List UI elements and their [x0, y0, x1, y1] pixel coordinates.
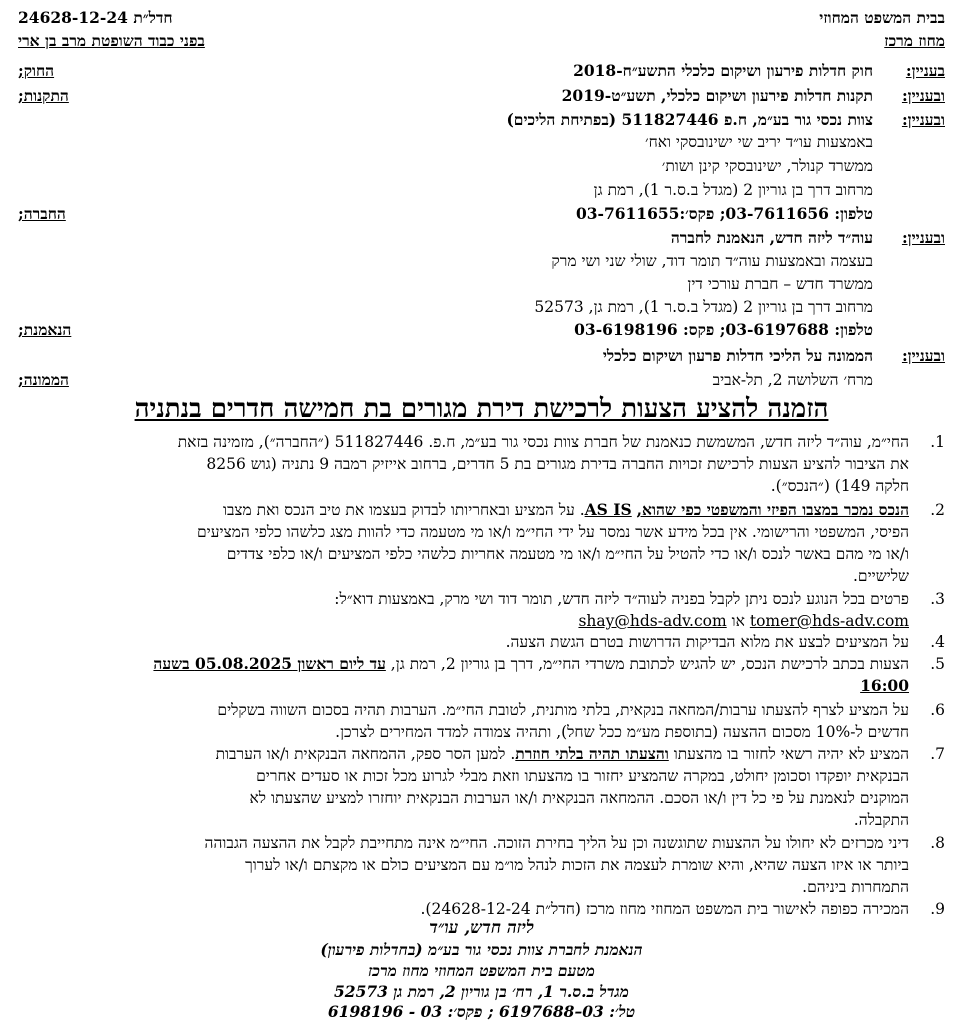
party-label: ובעניין:: [901, 228, 945, 247]
email-link-shay[interactable]: shay@hds-adv.com: [578, 612, 727, 630]
item-line: את הציבור להציע הצעות לרכישת זכויות החברה בדירת מגורים בת 5 חדרים, ברחוב אייזיק רמבה 9 נתניה (גוש 8256: [206, 455, 909, 473]
party-line: מרחוב דרך בן גוריון 2 (מגדל ב.ס.ר 1), רמת גן: [593, 181, 873, 199]
item-line: ביותר או איזו הצעה שהיא, והיא שומרת לעצמה את הזכות לנהל מו״מ עם המציעים כולם או מקצתם ו/או לערוך: [245, 856, 909, 874]
party-phone: טלפון: 03-7611656; פקס׳:03-7611655: [575, 204, 873, 223]
item-number: 5.: [930, 655, 945, 673]
party-line: מרחוב דרך בן גוריון 2 (מגדל ב.ס.ר 1), רמת גן, 52573: [534, 298, 873, 316]
party-role: החוק;: [18, 61, 55, 80]
court-name: בבית המשפט המחוזי: [819, 8, 945, 27]
item-number: 3.: [930, 590, 945, 608]
party-role: החברה;: [18, 204, 66, 223]
deadline-text: עד ליום ראשון 05.08.2025 בשעה: [153, 654, 386, 673]
item-line: ו/או מי מהם באשר לנכס ו/או כדי להטיל על החי״מ ו/או מי מטעמה אחריות כלשהי כלפי המציעים ו/או כלפי צדדים: [226, 545, 909, 563]
party-line: ממשרד קנולר, ישינובסקי קינן ושות׳: [661, 157, 873, 175]
item-line: התקבלה.: [853, 811, 909, 829]
item-line: התמחרות ביניהם.: [802, 878, 909, 896]
item-line: החי״מ, עוה״ד ליזה חדש, המשמשת כנאמנת של חברת צוות נכסי גור בע״מ, ח.פ. 511827446 (״החברה״), מזמינה בזאת: [177, 433, 909, 451]
item-line: הבנקאית יופקדו וסכומן יחולט, במקרה שהמציע יחזור בו מהצעתו וזאת מבלי לגרוע מכל זכות או סעדים אחרים: [256, 767, 909, 785]
party-text: תקנות חדלות פירעון ושיקום כלכלי, תשע״ט-2019: [561, 86, 873, 105]
item-lead: המציע לא יהיה רשאי לחזור בו מהצעתו: [673, 745, 909, 763]
party-text: חוק חדלות פירעון ושיקום כלכלי התשע״ח-2018: [573, 61, 873, 80]
item-lead: הצעות בכתב לרכישת הנכס, יש להגיש לכתובת משרדי החי״מ, דרך בן גוריון 2, רמת גן,: [390, 655, 909, 673]
item-lead-line: [223, 500, 909, 520]
signature-authority: מטעם בית המשפט המחוזי מחוז מרכז: [368, 961, 595, 980]
notice-title: הזמנה להציע הצעות לרכישת דירת מגורים בת חמישה חדרים בנתניה: [134, 394, 829, 424]
deadline-time: 16:00: [860, 676, 909, 695]
item-line: על המציע לצרף להצעתו ערבות/המחאה בנקאית, בלתי מותנית, לטובת החי״מ. הערבות תהיה בסכום השווה בשקלים: [217, 701, 909, 719]
item-line: דיני מכרזים לא יחולו על ההצעות שתוגשנה וכן על הליך בחירת הזוכה. החי״מ אינה מתחייבת לקבל את ההצעה הגבוהה: [204, 834, 909, 852]
irrevocable-clause: והצעתו תהיה בלתי חוזרת: [515, 744, 669, 763]
item-line: על המציעים לבצע את מלוא הבדיקות הדרושות בטרם הגשת הצעה.: [505, 633, 909, 651]
item-number: 6.: [930, 701, 945, 719]
party-role: הממונה;: [18, 370, 69, 389]
item-lead-rest: . למען הסר ספק, ההמחאה הבנקאית ו/או הערבות: [215, 745, 516, 763]
party-role: התקנות;: [18, 86, 69, 105]
item-lead-rest: . על המציע ובאחריותו לבדוק בעצמו את טיב הנכס ואת מצבו: [222, 501, 585, 519]
item-line: חלקה 149) (״הנכס״).: [770, 477, 909, 495]
item-line: פרטים בכל הנוגע לנכס ניתן לקבל בפניה לעוה״ד ליזה חדש, תומר דוד ושי מרק, באמצעות דוא״ל:: [334, 590, 909, 608]
item-number: 7.: [930, 745, 945, 763]
as-is-clause: הנכס נמכר במצבו הפיזי והמשפטי כפי שהוא,: [636, 500, 909, 519]
case-number: חדל״ת 24628-12-24: [18, 8, 173, 27]
item-number: 4.: [930, 633, 945, 651]
item-number: 2.: [930, 501, 945, 519]
party-role: הנאמנת;: [18, 320, 72, 339]
email-link-tomer[interactable]: tomer@hds-adv.com: [749, 612, 909, 630]
party-label: ובעניין:: [901, 346, 945, 365]
item-line: שלישיים.: [853, 567, 909, 585]
party-line: צוות נכסי גור בע״מ, ח.פ 511827446 (בפתיחת הליכים): [506, 110, 873, 129]
item-lead-line: [216, 744, 909, 764]
email-line: [578, 611, 909, 631]
court-district: מחוז מרכז: [884, 31, 945, 50]
signature-name: ליזה חדש, עו״ד: [429, 918, 534, 938]
party-line: באמצעות עו״ד יריב שי ישינובסקי ואח׳: [644, 133, 873, 151]
signature-address: מגדל ב.ס.ר 1, רח׳ בן גוריון 2, רמת גן 52573: [334, 982, 629, 1001]
email-or: או: [731, 612, 745, 630]
party-label: בעניין:: [905, 61, 945, 80]
judge-name: בפני כבוד השופטת מרב בן ארי: [18, 31, 205, 50]
party-line: בעצמה ובאמצעות עוה״ד תומר דוד, שולי שני ושי מרק: [551, 252, 873, 270]
as-is-term: AS IS: [584, 500, 632, 519]
signature-phones: טל׳: 03–6197688 ; פקס׳: 03 - 6198196: [327, 1002, 636, 1021]
party-line: עוה״ד ליזה חדש, הנאמנת לחברה: [670, 228, 873, 247]
item-lead-line: [153, 654, 909, 674]
party-phone: טלפון: 03-6197688; פקס: 03-6198196: [574, 320, 873, 339]
item-number: 8.: [930, 834, 945, 852]
item-number: 9.: [930, 900, 945, 918]
party-line: הממונה על הליכי חדלות פרעון ושיקום כלכלי: [602, 346, 873, 365]
party-line: ממשרד חדש – חברת עורכי דין: [687, 275, 873, 293]
item-line: המוקנים לנאמנת על פי כל דין ו/או הסכם. ההמחאה הבנקאית ו/או הערבות הבנקאית יוחזרו למציע שהצעתו לא: [249, 789, 909, 807]
signature-role: הנאמנת לחברת צוות נכסי גור בע״מ (בחדלות פירעון): [320, 940, 643, 959]
party-label: ובעניין:: [901, 86, 945, 105]
party-label: ובעניין:: [901, 110, 945, 129]
item-number: 1.: [930, 433, 945, 451]
item-line: הפיסי, המשפטי והרישומי. אין בכל מידע אשר נמסר על ידי החי״מ ו/או מי מטעמה כדי להוות מצג כלשהו כלפי המציעים: [197, 523, 909, 541]
party-line: מרח׳ השלושה 2, תל-אביב: [712, 371, 873, 389]
item-line: המכירה כפופה לאישור בית המשפט המחוזי מחוז מרכז (חדל״ת 24628-12-24).: [420, 900, 909, 918]
item-line: חדשים ל-10% מסכום ההצעה (בתוספת מע״מ ככל שחל), ותהיה צמודה למדד המחירים לצרכן.: [335, 723, 909, 741]
